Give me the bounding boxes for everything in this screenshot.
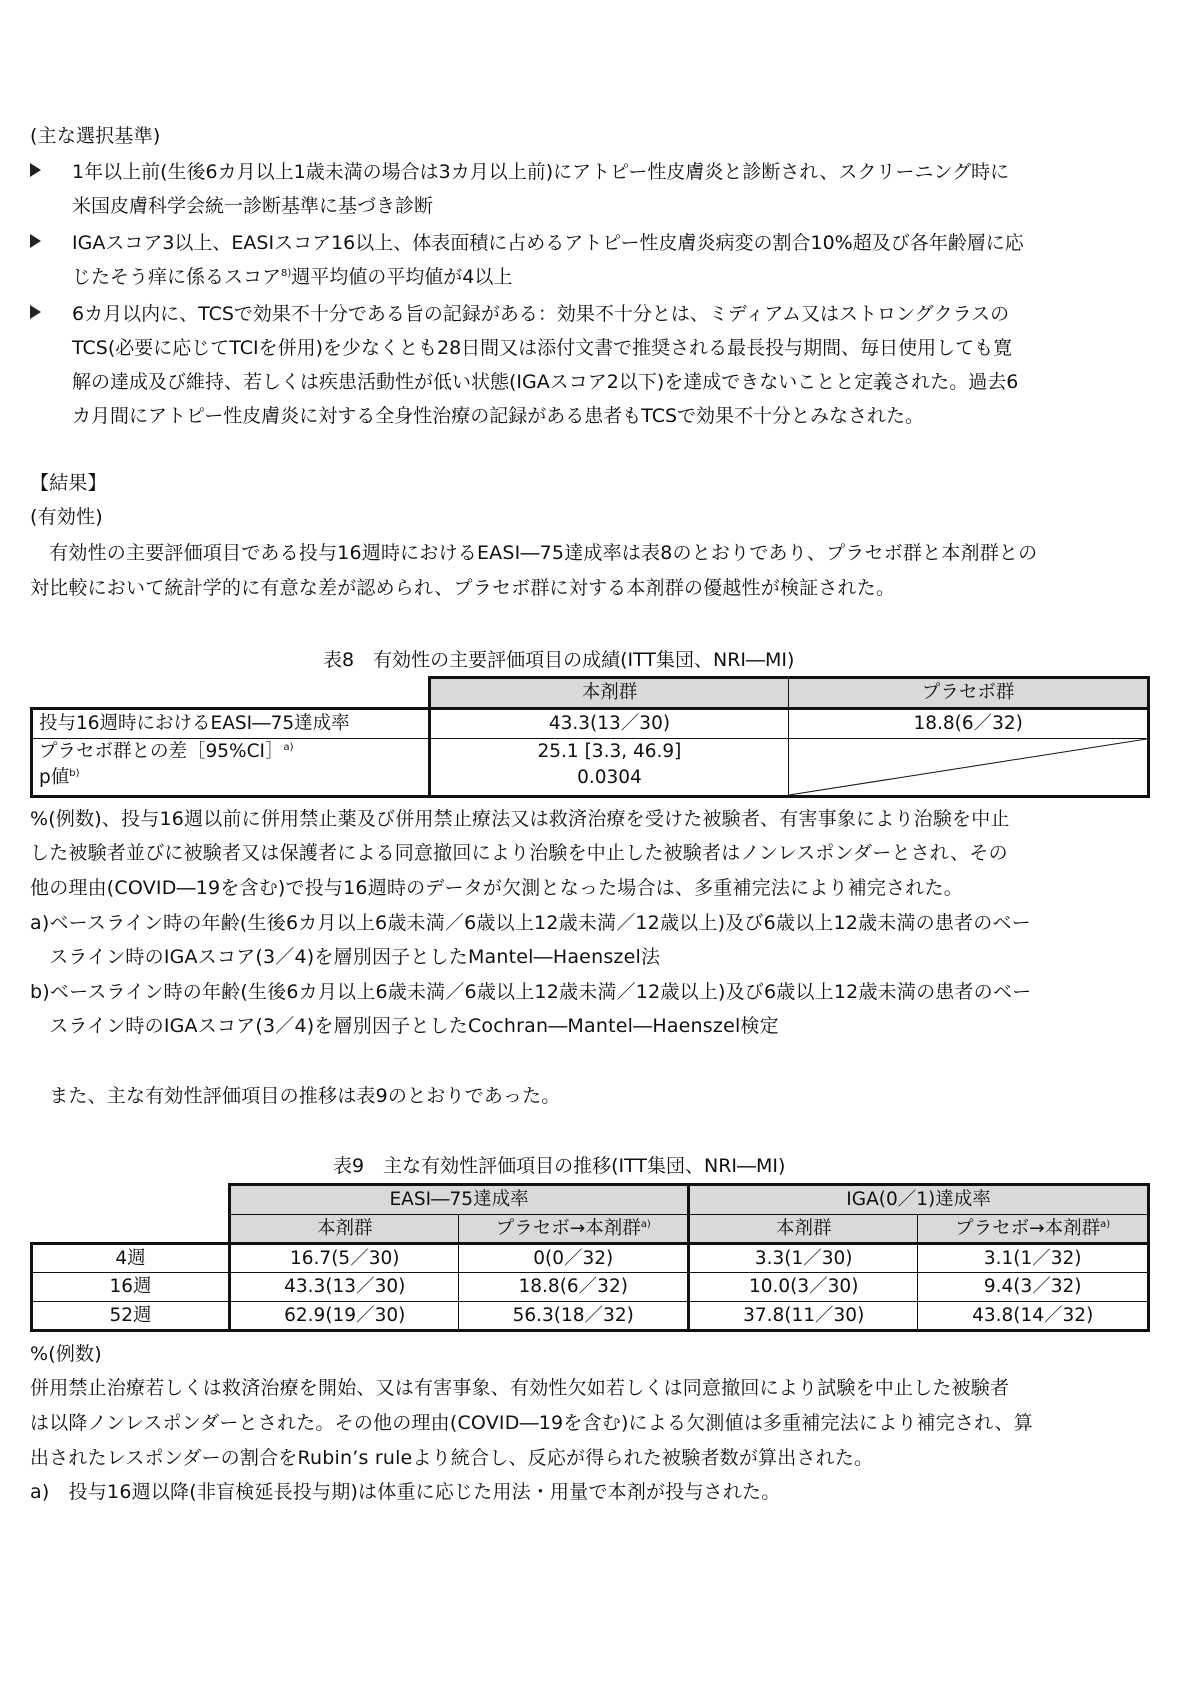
footnote-ref: 8) [281,268,292,279]
footnote-ref: b) [69,768,80,779]
table8-row-label: 投与16週時におけるEASI―75達成率 [32,709,430,739]
table9-corner [32,1215,230,1244]
table9-caption: 表9 主な有効性評価項目の推移(ITT集団、NRI―MI) [333,1155,786,1177]
table9-row-label: 4週 [32,1244,230,1273]
table8-empty-diagonal-cell [789,739,1149,797]
results-heading: 【結果】 [30,472,107,494]
pvalue-label: p値 [39,767,70,788]
table9-group-header: EASI―75達成率 [230,1185,689,1215]
footnote-ref: a) [1100,1218,1111,1230]
sub-header-text: プラセボ→本剤群 [955,1217,1101,1239]
criteria-heading: (主な選択基準) [30,125,161,147]
diff-value: 25.1 [3.3, 46.9] [537,741,682,762]
footnote-ref: a) [640,1218,651,1230]
table9-cell: 16.7(5／30) [230,1244,459,1273]
bullet-line: カ月間にアトピー性皮膚炎に対する全身性治療の記録がある患者もTCSで効果不十分とみなされた。 [72,405,925,427]
table9-cell: 18.8(6／32) [459,1273,689,1302]
table9-note: %(例数) [30,1343,102,1365]
table9 [30,1183,1150,1332]
table9-note: 併用禁止治療若しくは救済治療を開始、又は有害事象、有効性欠如若しくは同意撤回により試験を中止した被験者 [30,1377,1010,1399]
table8-row-label [32,739,430,797]
bullet-text-part: じたそう痒に係るスコア [72,266,282,288]
pvalue-value: 0.0304 [577,767,642,788]
table8-note: スライン時のIGAスコア(3／4)を層別因子としたMantel―Haenszel法 [30,946,661,968]
table8-corner [32,678,430,709]
table9-cell: 9.4(3／32) [918,1273,1149,1302]
table9-sub-header: 本剤群 [230,1215,459,1244]
table8-note: スライン時のIGAスコア(3／4)を層別因子としたCochran―Mantel―Haenszel検定 [30,1015,779,1037]
efficacy-subheading: (有効性) [30,506,103,528]
table9-cell: 0(0／32) [459,1244,689,1273]
diff-label: プラセボ群との差［95%CI］ [39,741,284,762]
table9-row-label: 52週 [32,1302,230,1331]
bullet-line-wrap [72,260,512,296]
bullet-line: 1年以上前(生後6カ月以上1歳未満の場合は3カ月以上前)にアトピー性皮膚炎と診断され、スクリーニング時に [72,161,1010,183]
table9-cell: 3.3(1／30) [689,1244,918,1273]
table8-note: 他の理由(COVID―19を含む)で投与16週時のデータが欠測となった場合は、多重補完法により補完された。 [30,877,963,899]
sub-header-text: プラセボ→本剤群 [495,1217,641,1239]
bullet-line: 米国皮膚科学会統一診断基準に基づき診断 [72,195,434,217]
table8-cell [429,739,789,797]
table8-col-header: 本剤群 [429,678,789,709]
table9-row-label: 16週 [32,1273,230,1302]
results-paragraph-line: 有効性の主要評価項目である投与16週時におけるEASI―75達成率は表8のとおりであり、プラセボ群と本剤群との [30,542,1038,564]
table8-note: %(例数)、投与16週以前に併用禁止薬及び併用禁止療法又は救済治療を受けた被験者、有害事象により治験を中止 [30,808,1010,830]
table8-note: した被験者並びに被験者又は保護者による同意撤回により治験を中止した被験者はノンレスポンダーとされ、その [30,842,1008,864]
table9-note: は以降ノンレスポンダーとされた。その他の理由(COVID―19を含む)による欠測値は多重補完法により補完され、算 [30,1412,1033,1434]
table8-note: a)ベースライン時の年齢(生後6カ月以上6歳未満／6歳以上12歳未満／12歳以上)及び6歳以上12歳未満の患者のベー [30,912,1031,934]
table9-group-header: IGA(0／1)達成率 [689,1185,1149,1215]
table8-cell: 43.3(13／30) [429,709,789,739]
table9-cell: 43.8(14／32) [918,1302,1149,1331]
table9-corner [32,1185,230,1215]
table9-cell: 62.9(19／30) [230,1302,459,1331]
table9-cell: 3.1(1／32) [918,1244,1149,1273]
table9-cell: 43.3(13／30) [230,1273,459,1302]
table9-note: 出されたレスポンダーの割合をRubin’s ruleより統合し、反応が得られた被験者数が算出された。 [30,1447,874,1469]
table8-caption: 表8 有効性の主要評価項目の成績(ITT集団、NRI―MI) [323,649,795,671]
table8-cell: 18.8(6／32) [789,709,1149,739]
table8-note: b)ベースライン時の年齢(生後6カ月以上6歳未満／6歳以上12歳未満／12歳以上)及び6歳以上12歳未満の患者のベー [30,981,1032,1003]
footnote-ref: a) [283,742,294,753]
bullet-line: 解の達成及び維持、若しくは疾患活動性が低い状態(IGAスコア2以下)を達成できないことと定義された。過去6 [72,371,1019,393]
bullet-line: IGAスコア3以上、EASIスコア16以上、体表面積に占めるアトピー性皮膚炎病変の割合10%超及び各年齢層に応 [72,232,1024,254]
results-paragraph-line: 対比較において統計学的に有意な差が認められ、プラセボ群に対する本剤群の優越性が検証された。 [30,577,896,599]
arrow-bullet-icon [30,163,41,177]
table9-sub-header [918,1215,1149,1244]
bullet-text-part: 週平均値の平均値が4以上 [291,266,513,288]
diagonal-line-icon [789,739,1147,795]
bullet-line: TCS(必要に応じてTCIを併用)を少なくとも28日間又は添付文書で推奨される最長投与期間、毎日使用しても寛 [72,337,1013,359]
table9-cell: 10.0(3／30) [689,1273,918,1302]
table8-col-header: プラセボ群 [789,678,1149,709]
arrow-bullet-icon [30,305,41,319]
table9-sub-header [459,1215,689,1244]
table9-note: a) 投与16週以降(非盲検延長投与期)は体重に応じた用法・用量で本剤が投与された。 [30,1481,781,1503]
table9-sub-header: 本剤群 [689,1215,918,1244]
transition-text: また、主な有効性評価項目の推移は表9のとおりであった。 [30,1085,561,1107]
arrow-bullet-icon [30,234,41,248]
table8 [30,676,1150,798]
table9-cell: 56.3(18／32) [459,1302,689,1331]
table9-cell: 37.8(11／30) [689,1302,918,1331]
bullet-line: 6カ月以内に、TCSで効果不十分である旨の記録がある：効果不十分とは、ミディアム又はストロングクラスの [72,303,1010,325]
